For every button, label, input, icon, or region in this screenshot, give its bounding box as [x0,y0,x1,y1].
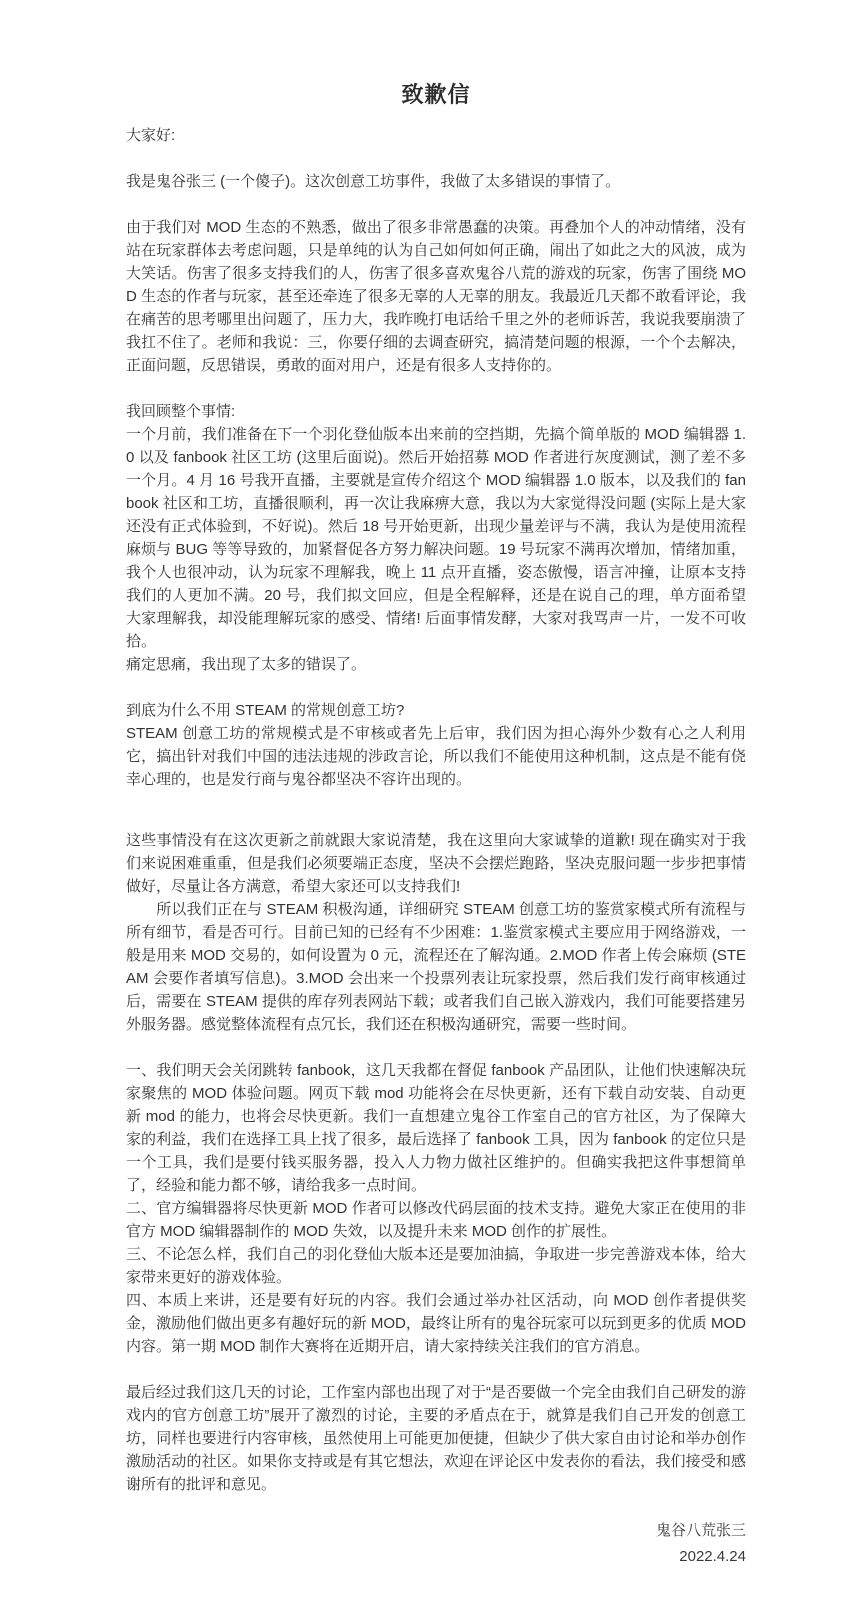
paragraph-block-reflection [126,216,746,377]
paragraph: 痛定思痛，我出现了太多的错误了。 [126,656,367,673]
paragraph: 一个月前，我们准备在下一个羽化登仙版本出来前的空挡期，先搞个简单版的 MOD 编辑器 1.0 以及 fanbook 社区工坊 (这里后面说)。然后开始招募 MOD 作者进行灰度测试，测了差不多一个月。4 月 16 号我开直播，主要就是宣传介绍这个 MOD 编辑器 1.0 版本，以及我们的 fanbook 社区和工坊，直播很顺利，再一次让我麻痹大意，我以为大家觉得没问题 (实际上是大家还没有正式体验到，不好说)。然后 18 号开始更新，出现少量差评与不满，我认为是使用流程麻烦与 BUG 等等导致的，加紧督促各方努力解决问题。19 号玩家不满再次增加，情绪加重，我个人也很冲动，认为玩家不理解我，晚上 11 点开直播，姿态傲慢，语言冲撞，让原本支持我们的人更加不满。20 号，我们拟文回应，但是全程解释，还是在说自己的理，单方面希望大家理解我，却没能理解玩家的感受、情绪! 后面事情发酵，大家对我骂声一片，一发不可收拾。 [126,426,746,650]
paragraph-block-intro [126,170,746,193]
paragraph: 这些事情没有在这次更新之前就跟大家说清楚，我在这里向大家诚挚的道歉! 现在确实对于我们来说困难重重，但是我们必须要端正态度，坚决不会摆烂跑路，坚决克服问题一步步把事情做好，尽量让各方满意，希望大家还可以支持我们! [126,832,746,895]
paragraph: 到底为什么不用 STEAM 的常规创意工坊? [126,702,405,719]
paragraph-block-closing [126,1381,746,1496]
paragraph-block-timeline [126,400,746,676]
paragraph: 四、本质上来讲，还是要有好玩的内容。我们会通过举办社区活动，向 MOD 创作者提供奖金，激励他们做出更多有趣好玩的新 MOD，最终让所有的鬼谷玩家可以玩到更多的优质 MOD 内容。第一期 MOD 制作大赛将在近期开启，请大家持续关注我们的官方消息。 [126,1292,746,1355]
paragraph: STEAM 创意工坊的常规模式是不审核或者先上后审，我们因为担心海外少数有心之人利用它，搞出针对我们中国的违法违规的涉政言论，所以我们不能使用这种机制，这点是不能有侥幸心理的，也是发行商与鬼谷都坚决不容许出现的。 [126,725,746,788]
paragraph: 由于我们对 MOD 生态的不熟悉，做出了很多非常愚蠢的决策。再叠加个人的冲动情绪，没有站在玩家群体去考虑问题，只是单纯的认为自己如何如何正确，闹出了如此之大的风波，成为大笑话。伤害了很多支持我们的人，伤害了很多喜欢鬼谷八荒的游戏的玩家，伤害了围绕 MOD 生态的作者与玩家，甚至还牵连了很多无辜的人无辜的朋友。我最近几天都不敢看评论，我在痛苦的思考哪里出问题了，压力大，我昨晚打电话给千里之外的老师诉苦，我说我要崩溃了我扛不住了。老师和我说：三，你要仔细的去调查研究，搞清楚问题的根源，一个个去解决，正面问题，反思错误，勇敢的面对用户，还是有很多人支持你的。 [126,219,746,374]
signature-block [126,1518,746,1570]
paragraph-block-steam-workshop [126,699,746,791]
paragraph: 我是鬼谷张三 (一个傻子)。这次创意工坊事件，我做了太多错误的事情了。 [126,173,621,190]
paragraph: 二、官方编辑器将尽快更新 MOD 作者可以修改代码层面的技术支持。避免大家正在使用的非官方 MOD 编辑器制作的 MOD 失效，以及提升未来 MOD 创作的扩展性。 [126,1200,746,1240]
signature-date: 2022.4.24 [679,1548,746,1565]
paragraph: 三、不论怎么样，我们自己的羽化登仙大版本还是要加油搞，争取进一步完善游戏本体，给大家带来更好的游戏体验。 [126,1246,746,1286]
paragraph-block-action-items [126,1059,746,1358]
signature-name: 鬼谷八荒张三 [655,1522,746,1539]
paragraph: 最后经过我们这几天的讨论，工作室内部也出现了对于“是否要做一个完全由我们自己研发的游戏内的官方创意工坊”展开了激烈的讨论，主要的矛盾点在于，就算是我们自己开发的创意工坊，同样也要进行内容审核，虽然使用上可能更加便捷，但缺少了供大家自由讨论和举办创作激励活动的社区。如果你支持或是有其它想法，欢迎在评论区中发表你的看法，我们接受和感谢所有的批评和意见。 [126,1384,746,1493]
salutation: 大家好: [126,127,176,144]
paragraph: 一、我们明天会关闭跳转 fanbook，这几天我都在督促 fanbook 产品团队，让他们快速解决玩家聚焦的 MOD 体验问题。网页下载 mod 功能将会在尽快更新，还有下载自动安装、自动更新 mod 的能力，也将会尽快更新。我们一直想建立鬼谷工作室自己的官方社区，为了保障大家的利益，我们在选择工具上找了很多，最后选择了 fanbook 工具，因为 fanbook 的定位只是一个工具，我们是要付钱买服务器，投入人力物力做社区维护的。但确实我把这件事想简单了，经验和能力都不够，请给我多一点时间。 [126,1062,746,1194]
paragraph: 所以我们正在与 STEAM 积极沟通，详细研究 STEAM 创意工坊的鉴赏家模式所有流程与所有细节，看是否可行。目前已知的已经有不少困难：1.鉴赏家模式主要应用于网络游戏，一般是用来 MOD 交易的，如何设置为 0 元，流程还在了解沟通。2.MOD 作者上传会麻烦 (STEAM 会要作者填写信息)。3.MOD 会出来一个投票列表让玩家投票，然后我们发行商审核通过后，需要在 STEAM 提供的库存列表网站下载；或者我们自己嵌入游戏内，我们可能要搭建另外服务器。感觉整体流程有点冗长，我们还在积极沟通研究，需要一些时间。 [126,901,746,1033]
paragraph: 我回顾整个事情: [126,403,236,420]
document-title: 致歉信 [401,82,471,107]
paragraph-block-apology [126,829,746,1036]
